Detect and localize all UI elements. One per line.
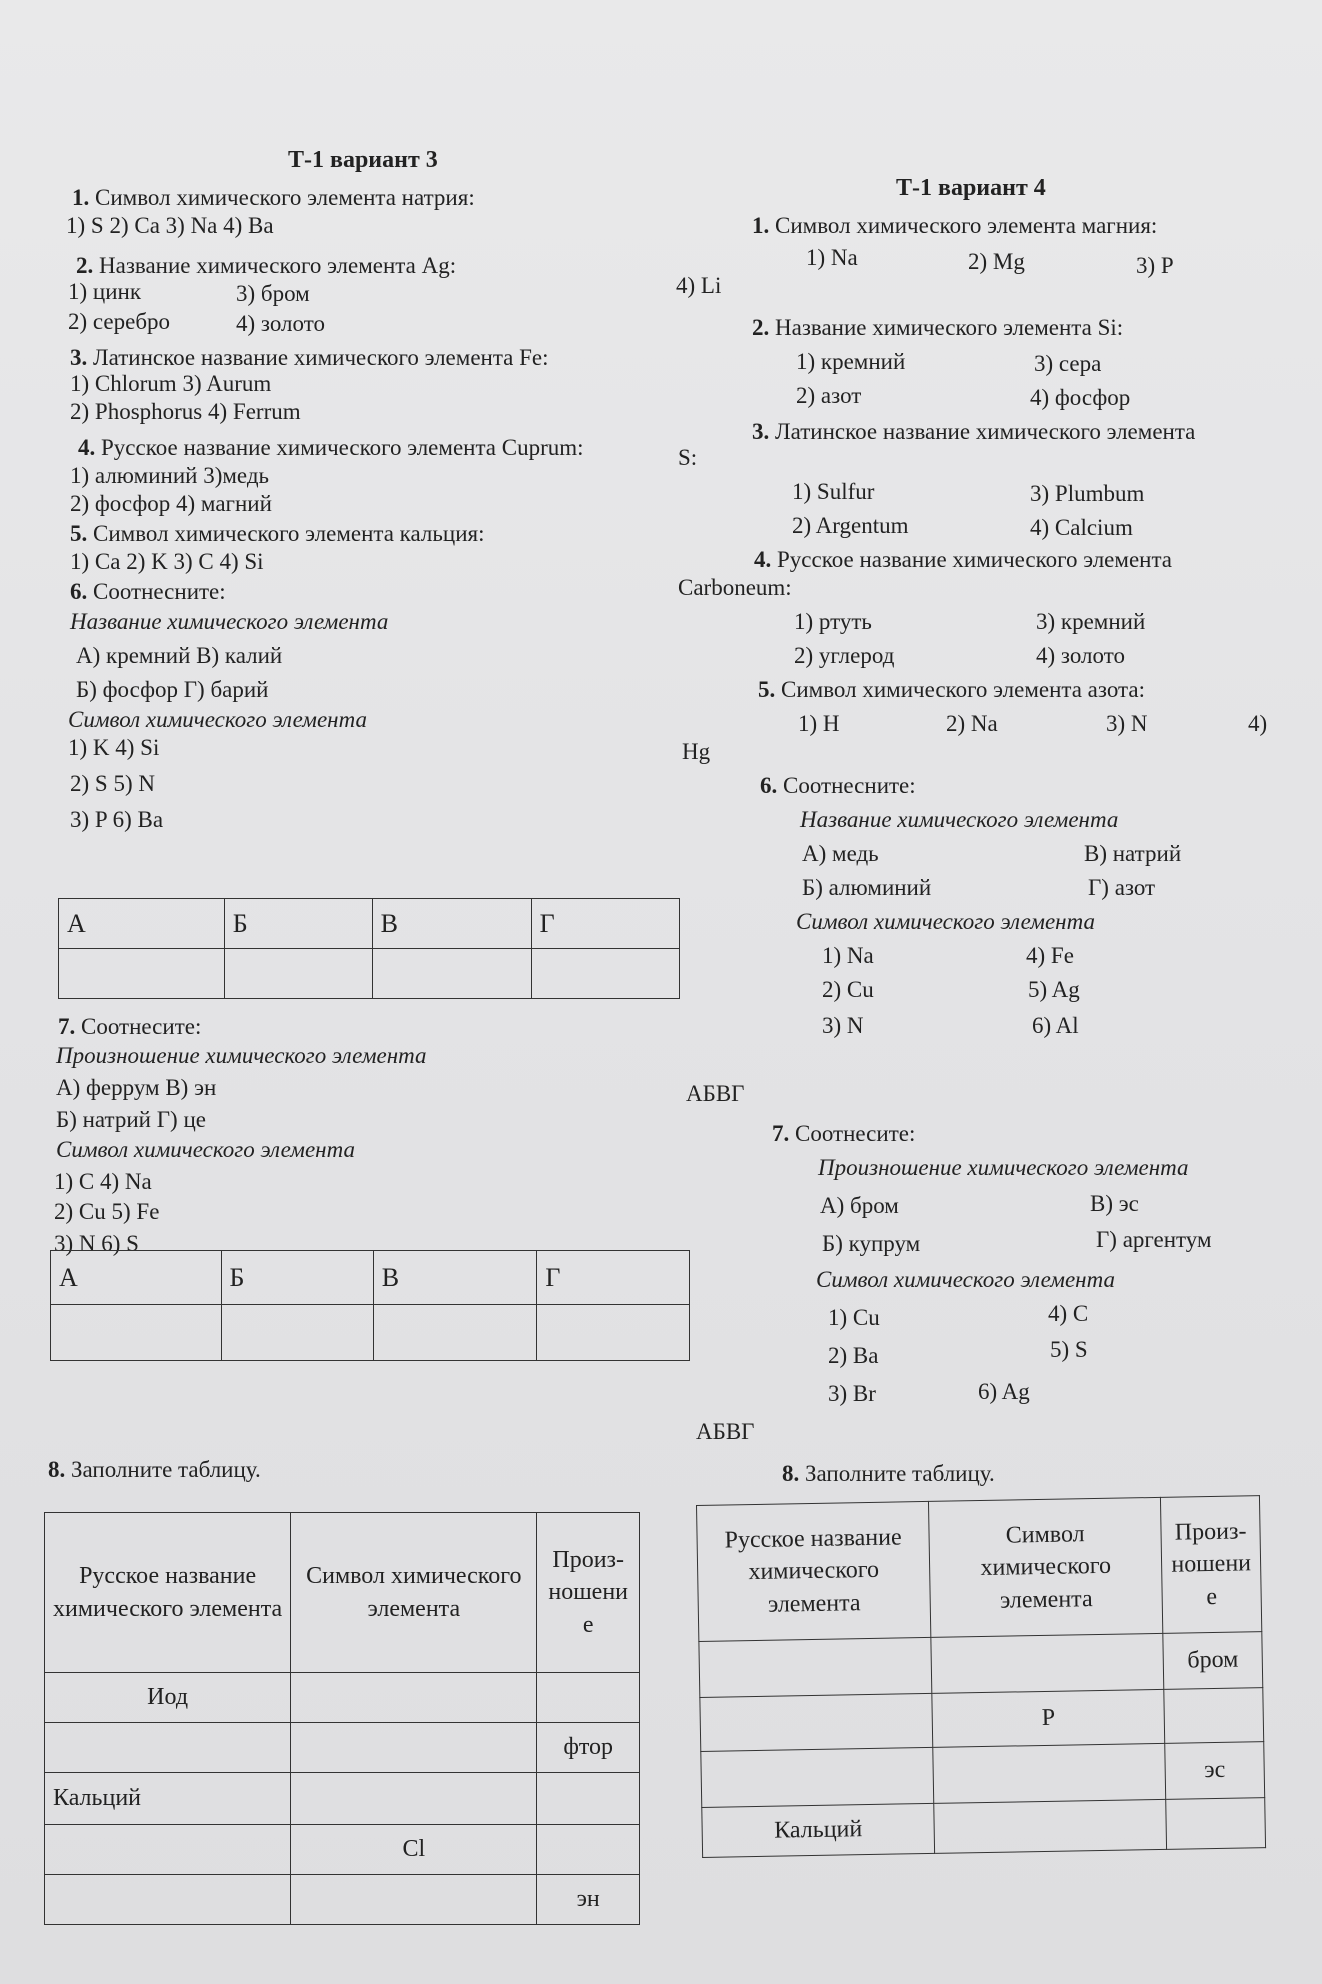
v3-q6-subtitle-symbols: Символ химического элемента <box>68 707 367 732</box>
v4-q1-option-1: 1) Na <box>806 245 858 270</box>
v3-q8-header-symbol: Символ химического элемента <box>291 1513 537 1673</box>
v3-q6-answer-table <box>58 898 680 999</box>
v3-q8-cell[interactable] <box>291 1875 537 1925</box>
v4-q8-header-name: Русское название химического элемента <box>697 1501 931 1641</box>
v3-q7-answer-cell[interactable] <box>221 1305 373 1361</box>
v4-q4-tail: Carboneum: <box>678 575 792 600</box>
v4-q7-answer-letters: АБВГ <box>696 1419 755 1444</box>
v4-q5-option-4-tail: Hg <box>682 739 711 764</box>
v4-q1: 1. Символ химического элемента магния: <box>752 213 1158 238</box>
v4-q8: 8. Заполните таблицу. <box>782 1461 995 1486</box>
v4-q7-symbol-2: 2) Ba <box>828 1343 879 1368</box>
v4-q4-option-3: 3) кремний <box>1036 609 1146 634</box>
v4-q3-option-3: 3) Plumbum <box>1030 481 1145 506</box>
v3-q3-line1: 1) Chlorum 3) Aurum <box>70 371 272 396</box>
v3-q6-subtitle-names: Название химического элемента <box>70 609 389 634</box>
v3-q2-option-2: 2) серебро <box>68 309 171 334</box>
v4-q2-option-4: 4) фосфор <box>1030 385 1131 410</box>
v4-q6-symbol-3: 3) N <box>822 1013 864 1038</box>
v4-q4-option-4: 4) золото <box>1036 643 1125 668</box>
v4-q6-name-v: В) натрий <box>1084 841 1182 866</box>
v3-q8-cell: Cl <box>291 1825 537 1875</box>
v3-q8-header-name: Русское название химического элемента <box>45 1513 291 1673</box>
v4-q6-answer-letters: АБВГ <box>686 1081 745 1106</box>
v4-q7-symbol-3: 3) Br <box>828 1381 876 1406</box>
v3-q8-table <box>44 1512 640 1925</box>
v3-q5-options: 1) Ca 2) K 3) C 4) Si <box>70 549 264 574</box>
v3-q7-line2: Б) натрий Г) це <box>56 1107 206 1132</box>
v4-q5-option-1: 1) H <box>798 711 840 736</box>
v4-q6-symbol-5: 5) Ag <box>1028 977 1080 1002</box>
v4-q6-symbol-2: 2) Cu <box>822 977 874 1002</box>
v4-q7-name-v: В) эс <box>1090 1191 1139 1216</box>
v4-q6-subtitle-names: Название химического элемента <box>800 807 1119 832</box>
v3-q7-symbols-1: 1) C 4) Na <box>54 1169 152 1194</box>
v4-q6-name-a: А) медь <box>802 841 879 866</box>
v3-q6-answer-cell[interactable] <box>224 949 372 999</box>
v3-q7-answer-cell[interactable] <box>537 1305 690 1361</box>
v3-q8-cell[interactable] <box>537 1673 640 1723</box>
v3-q6-answer-cell[interactable] <box>372 949 531 999</box>
v4-q7-symbol-4: 4) C <box>1048 1301 1089 1326</box>
v3-q7-answer-cell[interactable] <box>373 1305 537 1361</box>
v4-q6-subtitle-symbols: Символ химического элемента <box>796 909 1095 934</box>
v4-q7-symbol-5: 5) S <box>1050 1337 1088 1362</box>
v3-q3-line2: 2) Phosphorus 4) Ferrum <box>70 399 301 424</box>
v3-q7: 7. Соотнесите: <box>58 1014 202 1039</box>
v4-q8-cell[interactable] <box>1164 1688 1264 1744</box>
v3-q1-options: 1) S 2) Ca 3) Na 4) Ba <box>66 213 274 238</box>
v4-q1-option-2: 2) Mg <box>968 249 1025 274</box>
v3-q8: 8. Заполните таблицу. <box>48 1457 261 1482</box>
v4-q8-header-pronunciation: Произ-ношени е <box>1161 1496 1262 1634</box>
v4-q1-option-4: 4) Li <box>676 273 722 298</box>
v4-q2: 2. Название химического элемента Si: <box>752 315 1124 340</box>
v4-q2-option-2: 2) азот <box>796 383 862 408</box>
v3-q4-line2: 2) фосфор 4) магний <box>70 491 272 516</box>
v4-q8-cell: P <box>932 1689 1165 1747</box>
v3-q8-cell[interactable] <box>291 1673 537 1723</box>
v3-q6-symbols-1: 1) K 4) Si <box>68 735 160 760</box>
v4-q8-cell[interactable] <box>933 1743 1166 1803</box>
v3-q6-symbols-2: 2) S 5) N <box>70 771 155 796</box>
v3-q7-subtitle-pronunciation: Произношение химического элемента <box>56 1043 427 1068</box>
v3-q8-header-pronunciation: Произ-ношени е <box>537 1513 640 1673</box>
v3-q8-cell[interactable] <box>45 1875 291 1925</box>
v3-q2-option-3: 3) бром <box>236 281 310 306</box>
v3-q7-header-a: А <box>51 1251 222 1305</box>
v3-q7-answer-table <box>50 1250 690 1361</box>
v3-q7-subtitle-symbols: Символ химического элемента <box>56 1137 355 1162</box>
v4-q7-symbol-6: 6) Ag <box>978 1379 1030 1404</box>
v3-q6-symbols-3: 3) P 6) Ba <box>70 807 164 832</box>
v4-q6: 6. Соотнесните: <box>760 773 916 798</box>
v3-q7-symbols-3: 3) N 6) S <box>54 1231 139 1256</box>
v3-q6-line1: А) кремний В) калий <box>76 643 283 668</box>
v3-q4-line1: 1) алюминий 3)медь <box>70 463 270 488</box>
v4-q8-header-symbol: Символ химического элемента <box>929 1497 1163 1637</box>
v4-q5-option-4: 4) <box>1248 711 1268 736</box>
v3-q2-option-4: 4) золото <box>236 311 325 336</box>
v3-q8-cell[interactable] <box>291 1773 537 1825</box>
v3-q8-cell: эн <box>537 1875 640 1925</box>
v3-q7-line1: А) феррум В) эн <box>56 1075 217 1100</box>
v4-q8-cell[interactable] <box>934 1799 1167 1853</box>
v4-q2-option-3: 3) сера <box>1034 351 1102 376</box>
v3-q8-cell[interactable] <box>291 1723 537 1773</box>
v4-q6-symbol-4: 4) Fe <box>1026 943 1074 968</box>
v4-q1-option-3: 3) P <box>1136 253 1174 278</box>
v3-q8-cell: Кальций <box>45 1773 291 1825</box>
v3-q6-answer-cell[interactable] <box>531 949 679 999</box>
v4-title: Т-1 вариант 4 <box>896 175 1046 201</box>
v3-q1: 1. Символ химического элемента натрия: <box>72 185 475 210</box>
v3-q4: 4. Русское название химического элемента Cuprum: <box>78 435 584 460</box>
v4-q2-option-1: 1) кремний <box>796 349 906 374</box>
v4-q4-option-1: 1) ртуть <box>794 609 872 634</box>
v3-q7-symbols-2: 2) Cu 5) Fe <box>54 1199 160 1224</box>
v4-q5-option-3: 3) N <box>1106 711 1148 736</box>
v3-q8-cell[interactable] <box>45 1723 291 1773</box>
v4-q3-option-4: 4) Calcium <box>1030 515 1133 540</box>
v4-q5: 5. Символ химического элемента азота: <box>758 677 1145 702</box>
v3-q6-answer-cell[interactable] <box>59 949 225 999</box>
v3-q8-cell[interactable] <box>537 1825 640 1875</box>
v4-q3: 3. Латинское название химического элемента <box>752 419 1196 444</box>
v4-q8-cell[interactable] <box>699 1637 932 1697</box>
v3-q6-header-b: Б <box>224 899 372 949</box>
v4-q3-tail: S: <box>678 445 698 470</box>
v4-q6-name-b: Б) алюминий <box>802 875 932 900</box>
v3-q2-option-1: 1) цинк <box>68 279 142 304</box>
v4-q7-subtitle-pronunciation: Произношение химического элемента <box>818 1155 1189 1180</box>
v4-q7: 7. Соотнесите: <box>772 1121 916 1146</box>
v3-q6: 6. Соотнесните: <box>70 579 226 604</box>
v3-q6-header-a: А <box>59 899 225 949</box>
v3-title: Т-1 вариант 3 <box>288 147 438 173</box>
v4-q6-name-g: Г) азот <box>1088 875 1156 900</box>
v4-q7-symbol-1: 1) Cu <box>828 1305 880 1330</box>
v3-q7-header-b: Б <box>221 1251 373 1305</box>
v3-q2: 2. Название химического элемента Ag: <box>76 253 457 278</box>
v3-q7-answer-cell[interactable] <box>51 1305 222 1361</box>
v3-q8-cell: фтор <box>537 1723 640 1773</box>
v4-q7-subtitle-symbols: Символ химического элемента <box>816 1267 1115 1292</box>
v4-q8-cell: Кальций <box>702 1803 935 1857</box>
v3-q7-header-v: В <box>373 1251 537 1305</box>
v4-q3-option-2: 2) Argentum <box>792 513 909 538</box>
v4-q8-cell[interactable] <box>931 1633 1164 1693</box>
v4-q3-option-1: 1) Sulfur <box>792 479 875 504</box>
v4-q6-symbol-1: 1) Na <box>822 943 874 968</box>
v4-q8-cell: бром <box>1163 1632 1263 1690</box>
v3-q8-cell: Иод <box>45 1673 291 1723</box>
v3-q6-header-g: Г <box>531 899 679 949</box>
v4-q7-name-g: Г) аргентум <box>1096 1227 1212 1252</box>
v4-q4: 4. Русское название химического элемента <box>754 547 1172 572</box>
v3-q6-header-v: В <box>372 899 531 949</box>
v4-q8-cell[interactable] <box>700 1693 933 1751</box>
v4-q8-cell[interactable] <box>701 1747 934 1807</box>
v3-q6-line2: Б) фосфор Г) барий <box>76 677 269 702</box>
v4-q8-table <box>696 1495 1266 1858</box>
v4-q7-name-a: А) бром <box>820 1193 899 1218</box>
v4-q6-symbol-6: 6) Al <box>1032 1013 1079 1038</box>
v3-q5: 5. Символ химического элемента кальция: <box>70 521 485 546</box>
v3-q8-cell[interactable] <box>537 1773 640 1825</box>
v3-q7-header-g: Г <box>537 1251 690 1305</box>
v3-q8-cell[interactable] <box>45 1825 291 1875</box>
v4-q8-cell: эс <box>1165 1742 1265 1800</box>
v4-q5-option-2: 2) Na <box>946 711 998 736</box>
v4-q8-cell[interactable] <box>1166 1798 1266 1850</box>
v4-q7-name-b: Б) купрум <box>822 1231 921 1256</box>
v3-q3: 3. Латинское название химического элемента Fe: <box>70 345 549 370</box>
v4-q4-option-2: 2) углерод <box>794 643 895 668</box>
